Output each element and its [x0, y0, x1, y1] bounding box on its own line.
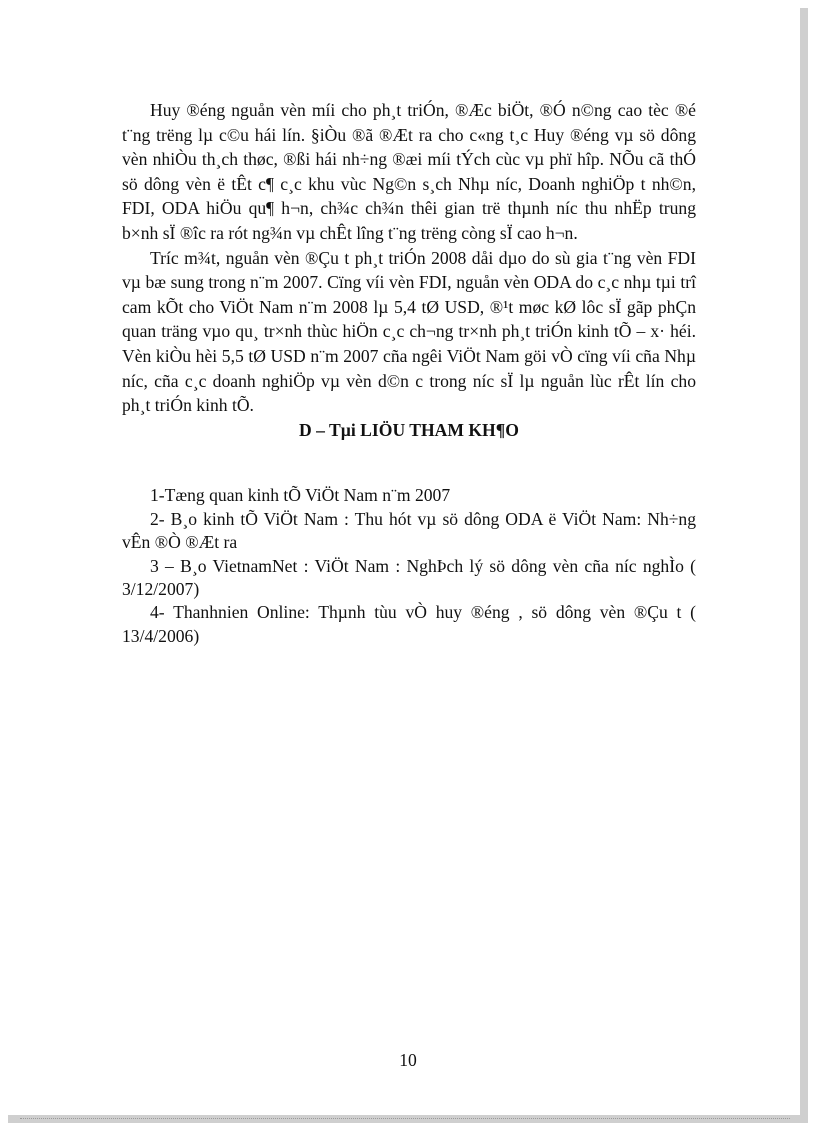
page-shadow-bottom [8, 1115, 808, 1123]
page-edge-divider [20, 1118, 790, 1119]
reference-item-4: 4- Thanhnien Online: Thµnh tùu vÒ huy ®éng , sö dông vèn ®Çu t ( 13/4/2006) [122, 602, 696, 646]
document-body [122, 98, 696, 648]
paragraph-2: Tríc m¾t, nguån vèn ®Çu t ph¸t triÓn 2008 dåi dµo do sù gia t¨ng vèn FDI vµ bæ sung trong n¨m 2007. Cïng víi vèn FDI, nguån vèn ODA do c¸c nhµ tµi trî cam kÕt cho ViÖt Nam n¨m 2008 lµ 5,4 tØ USD, ®¹t møc kØ lôc sÏ gãp phÇn quan träng vµo qu¸ tr×nh thùc hiÖn c¸c ch¬ng tr×nh ph¸t triÓn kinh tÕ – x· héi. Vèn kiÒu hèi 5,5 tØ USD n¨m 2007 cña ngêi ViÖt Nam göi vÒ cïng víi cña Nhµ níc, cña c¸c doanh nghiÖp vµ vèn d©n c trong níc sÏ lµ nguån lùc rÊt lín cho ph¸t triÓn kinh tÕ. [122, 247, 696, 416]
reference-item-2: 2- B¸o kinh tÕ ViÖt Nam : Thu hót vµ sö dông ODA ë ViÖt Nam: Nh÷ng vÊn ®Ò ®Æt ra [122, 508, 696, 553]
paragraph-1: Huy ®éng nguån vèn míi cho ph¸t triÓn, ®Æc biÖt, ®Ó n©ng cao tèc ®é t¨ng trëng lµ c©u hái lín. §iÒu ®ã ®Æt ra cho c«ng t¸c Huy ®éng vµ sö dông vèn nhiÒu th¸ch thøc, ®ßi hái nh÷ng ®æi míi tÝch cùc vµ phï hîp. NÕu cã thÓ sö dông vèn ë tÊt c¶ c¸c khu vùc Ng©n s¸ch Nhµ níc, Doanh nghiÖp t nh©n, FDI, ODA hiÖu qu¶ h¬n, ch¾c ch¾n thêi gian trë thµnh níc thu nhËp trung b×nh sÏ ®îc ra rót ng¾n vµ chÊt lîng t¨ng trëng còng sÏ cao h¬n. [122, 100, 696, 243]
reference-item-1: 1-Tæng quan kinh tÕ ViÖt Nam n¨m 2007 [150, 485, 451, 506]
reference-list [122, 484, 696, 648]
section-heading: D – Tµi LIÖU THAM KH¶O [299, 419, 519, 440]
reference-item-3: 3 – B¸o VietnamNet : ViÖt Nam : NghÞch lý sö dông vèn cña níc nghÌo ( 3/12/2007) [122, 555, 696, 599]
page-number: 10 [399, 1050, 417, 1070]
page-shadow-right [800, 8, 808, 1115]
